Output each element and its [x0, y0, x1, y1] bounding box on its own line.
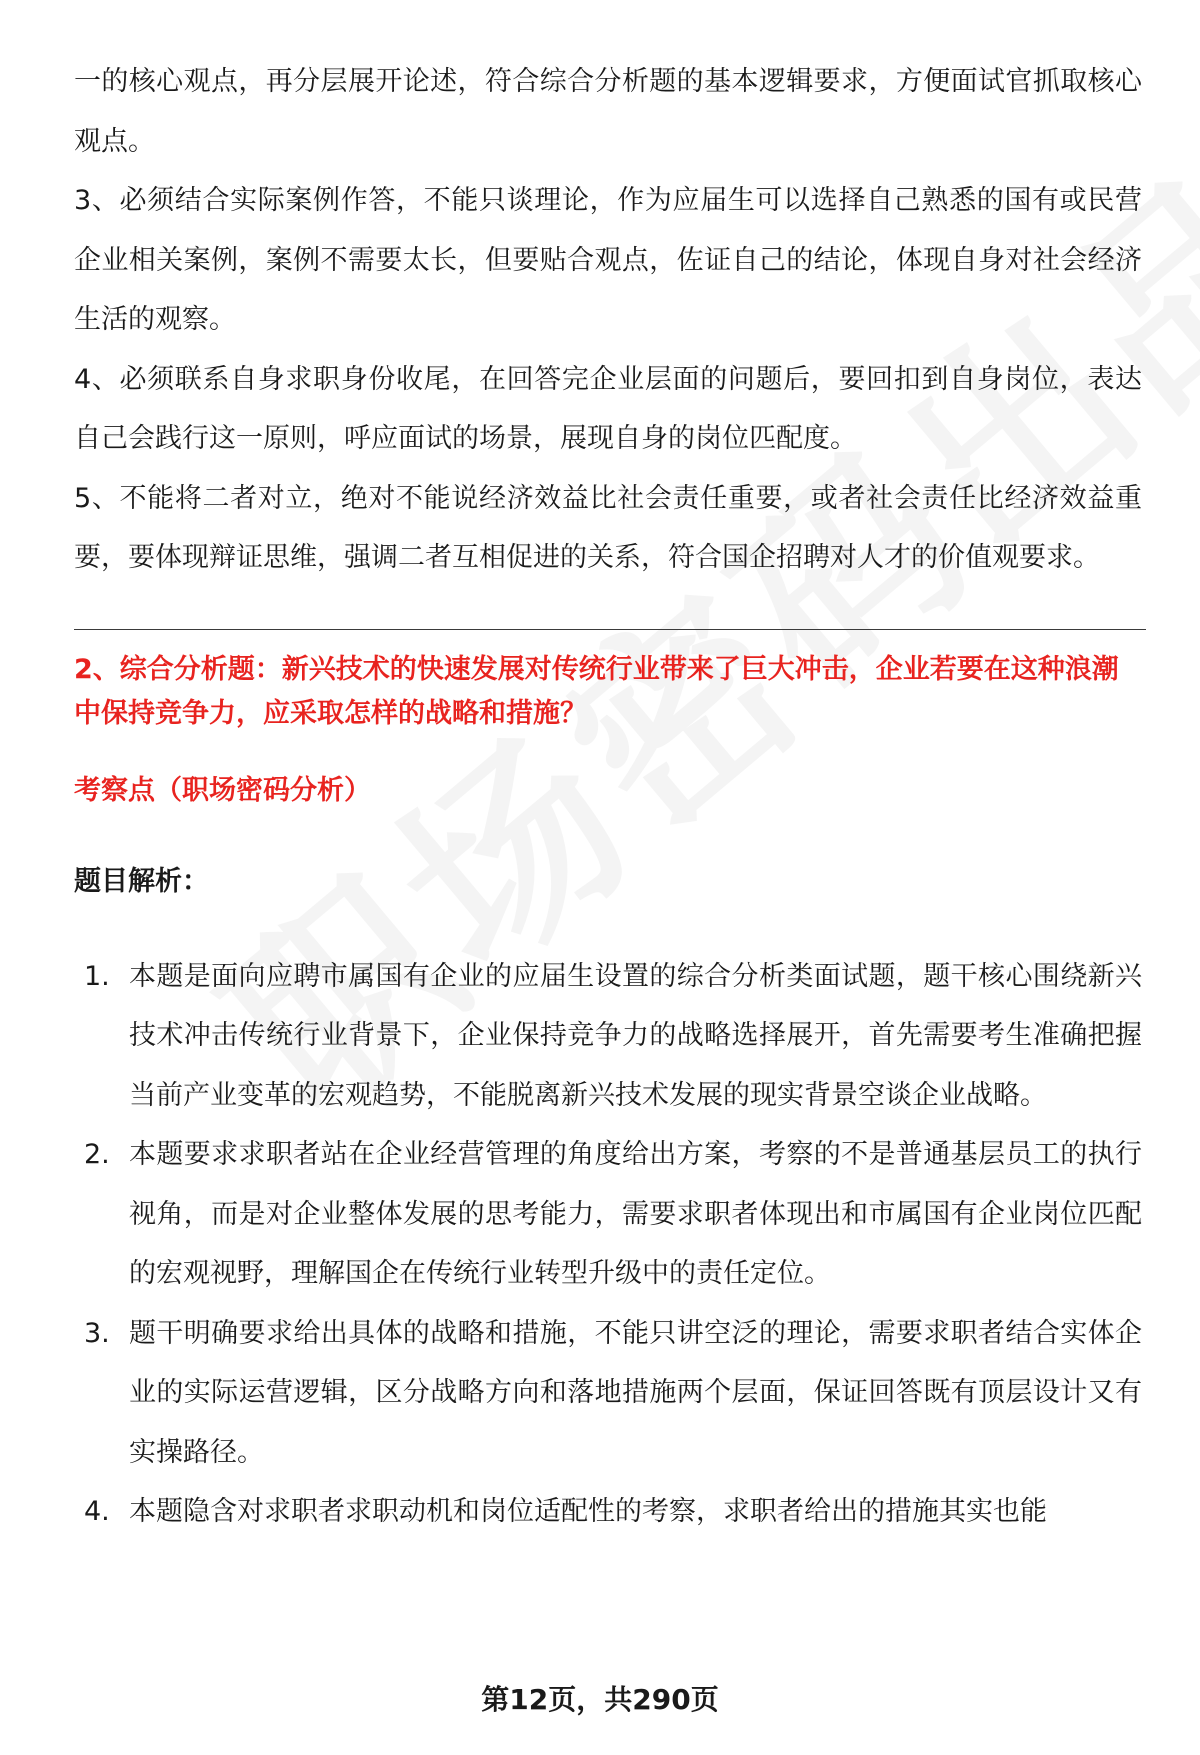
list-item-number: 1. [84, 960, 110, 992]
page-number-footer: 第12页，共290页 [481, 1683, 719, 1716]
list-item [74, 1304, 1142, 1483]
list-item [74, 1482, 1142, 1542]
question-title: 2、综合分析题：新兴技术的快速发展对传统行业带来了巨大冲击，企业若要在这种浪潮中保持竞争力，应采取怎样的战略和措施？ [74, 653, 1119, 729]
list-item-text: 本题是面向应聘市属国有企业的应届生设置的综合分析类面试题，题干核心围绕新兴技术冲击传统行业背景下，企业保持竞争力的战略选择展开，首先需要考生准确把握当前产业变革的宏观趋势，不能脱离新兴技术发展的现实背景空谈企业战略。 [129, 960, 1142, 1111]
analysis-list [74, 947, 1142, 1542]
list-item-number: 2. [84, 1139, 110, 1170]
intro-paragraph: 5、不能将二者对立，绝对不能说经济效益比社会责任重要，或者社会责任比经济效益重要，要体现辩证思维，强调二者互相促进的关系，符合国企招聘对人才的价值观要求。 [74, 482, 1142, 573]
analysis-heading: 题目解析： [74, 865, 209, 897]
intro-paragraph: 4、必须联系自身求职身份收尾，在回答完企业层面的问题后，要回扣到自身岗位，表达自己会践行这一原则，呼应面试的场景，展现自身的岗位匹配度。 [74, 363, 1142, 454]
list-item-number: 4. [84, 1496, 110, 1527]
list-item-text: 题干明确要求给出具体的战略和措施，不能只讲空泛的理论，需要求职者结合实体企业的实际运营逻辑，区分战略方向和落地措施两个层面，保证回答既有顶层设计又有实操路径。 [129, 1317, 1142, 1468]
list-item-number: 3. [84, 1317, 110, 1349]
list-item-text: 本题隐含对求职者求职动机和岗位适配性的考察，求职者给出的措施其实也能 [129, 1496, 1047, 1527]
section-divider [74, 629, 1146, 630]
page-content [74, 52, 1142, 1542]
list-item [74, 1125, 1142, 1304]
intro-paragraph: 一的核心观点，再分层展开论述，符合综合分析题的基本逻辑要求，方便面试官抓取核心观点。 [74, 66, 1142, 157]
exam-point-heading: 考察点（职场密码分析） [74, 774, 371, 806]
list-item-text: 本题要求求职者站在企业经营管理的角度给出方案，考察的不是普通基层员工的执行视角，而是对企业整体发展的思考能力，需要求职者体现出和市属国有企业岗位匹配的宏观视野，理解国企在传统行业转型升级中的责任定位。 [129, 1139, 1142, 1289]
intro-paragraph: 3、必须结合实际案例作答，不能只谈理论，作为应届生可以选择自己熟悉的国有或民营企业相关案例，案例不需要太长，但要贴合观点，佐证自己的结论，体现自身对社会经济生活的观察。 [74, 185, 1142, 335]
list-item [74, 947, 1142, 1126]
